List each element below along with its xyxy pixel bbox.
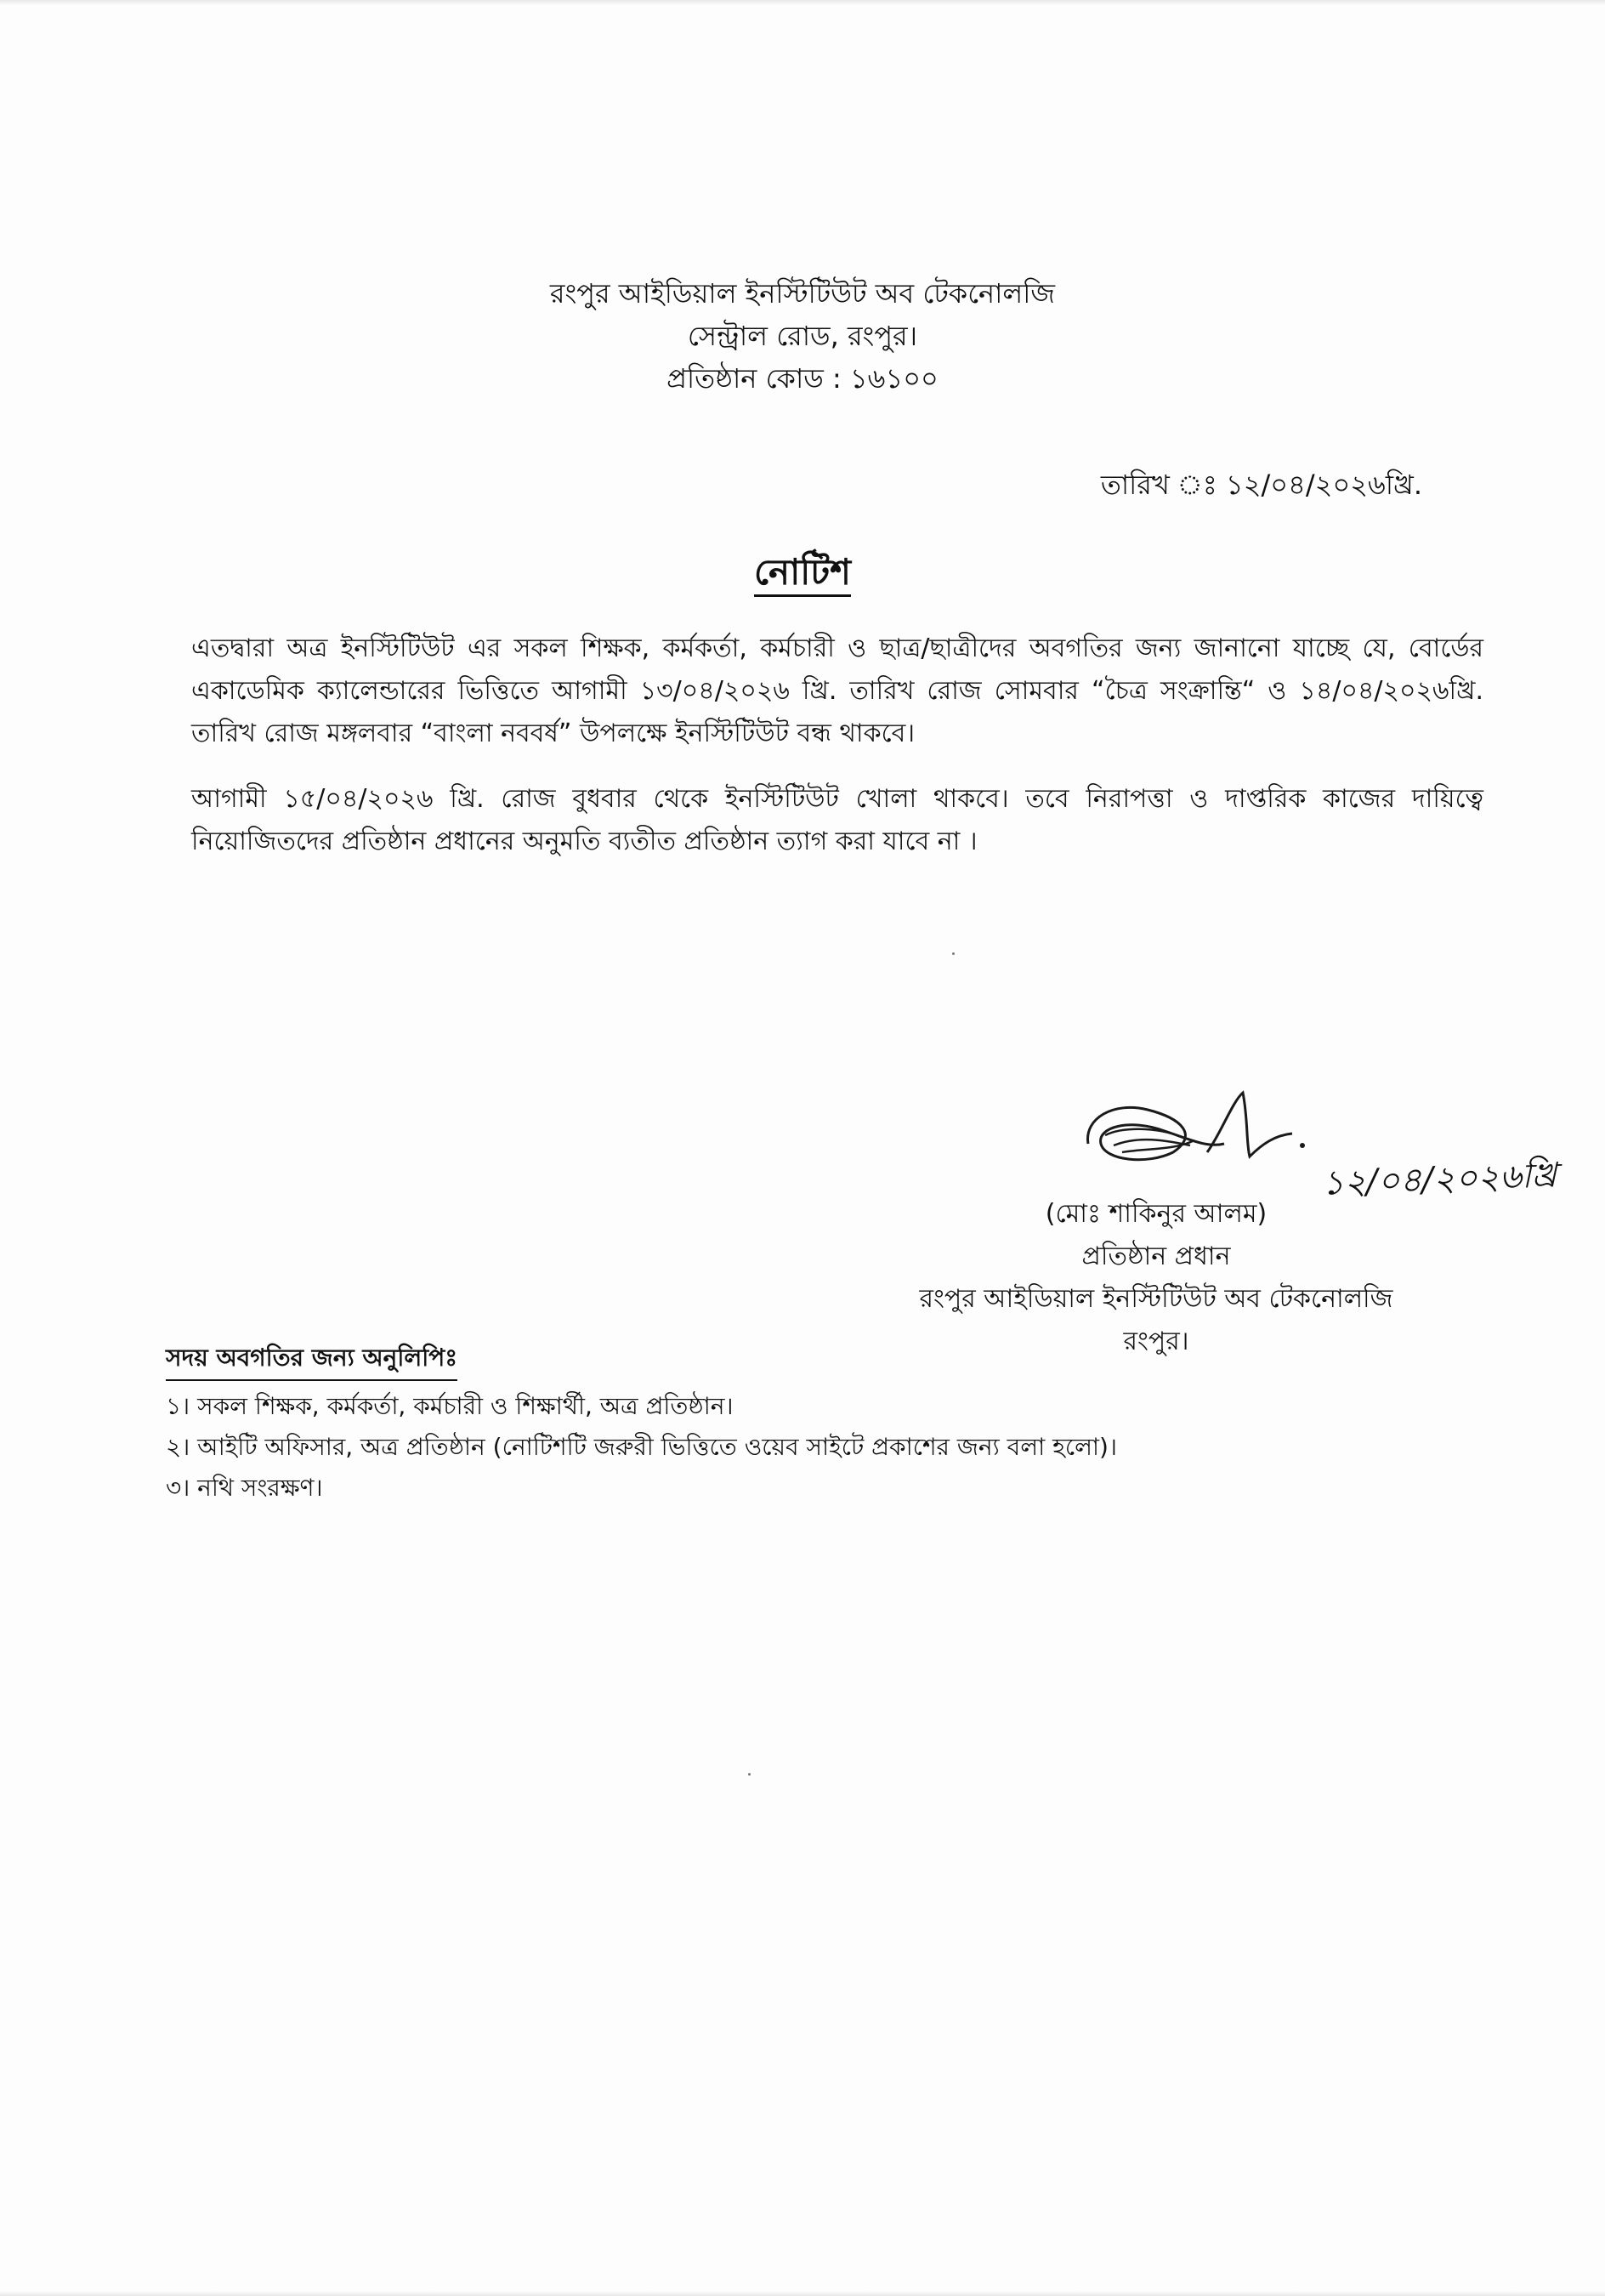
notice-title-wrap	[0, 544, 1605, 605]
signer-name: (মোঃ শাকিনুর আলম)	[1045, 1199, 1268, 1229]
institute-address: সেন্ট্রাল রোড, রংপুর।	[687, 320, 918, 352]
scan-edge-bottom	[0, 2291, 1605, 2296]
notice-paragraph-1: এতদ্বারা অত্র ইনস্টিটিউট এর সকল শিক্ষক, কর্মকর্তা, কর্মচারী ও ছাত্র/ছাত্রীদের অবগতির জন্য জানানো যাচ্ছে যে, বোর্ডের একাডেমিক ক্যালেন্ডারের ভিত্তিতে আগামী ১৩/০৪/২০২৬ খ্রি. তারিখ রোজ সোমবার “চৈত্র সংক্রান্তি“ ও ১৪/০৪/২০২৬খ্রি. তারিখ রোজ মঙ্গলবার “বাংলা নববর্ষ” উপলক্ষে ইনস্টিটিউট বন্ধ থাকবে।	[191, 634, 1483, 748]
letterhead	[0, 272, 1605, 400]
signature-date: ১২/০৪/২০২৬খ্রি	[1321, 1156, 1557, 1203]
signer-city: রংপুর।	[1123, 1327, 1189, 1356]
institute-name: রংপুর আইডিয়াল ইনস্টিটিউট অব টেকনোলজি	[549, 277, 1056, 310]
copies-item: ৩। নথি সংরক্ষণ।	[166, 1474, 323, 1502]
scan-edge-top	[0, 0, 1605, 5]
signer-institute: রংপুর আইডিয়াল ইনস্টিটিউট অব টেকনোলজি	[919, 1284, 1393, 1314]
scan-speck	[748, 1773, 751, 1776]
notice-title: নোটিশ	[754, 551, 851, 597]
notice-date: তারিখ ঃ ১২/০৪/২০২৬খ্রি.	[1100, 469, 1422, 501]
institute-code: প্রতিষ্ঠান কোড : ১৬১০০	[666, 362, 939, 395]
signer-designation: প্রতিষ্ঠান প্রধান	[1081, 1242, 1231, 1271]
scan-speck	[952, 952, 955, 955]
copies-section	[166, 1339, 1483, 1509]
notice-paragraph-2: আগামী ১৫/০৪/২০২৬ খ্রি. রোজ বুধবার থেকে ইনস্টিটিউট খোলা থাকবে। তবে নিরাপত্তা ও দাপ্তরিক কাজের দায়িত্বে নিয়োজিতদের প্রতিষ্ঠান প্রধানের অনুমতি ব্যতীত প্রতিষ্ঠান ত্যাগ করা যাবে না ।	[191, 784, 1483, 856]
copies-item: ২। আইটি অফিসার, অত্র প্রতিষ্ঠান (নোটিশটি জরুরী ভিত্তিতে ওয়েব সাইটে প্রকাশের জন্য বলা হলো)।	[166, 1433, 1117, 1461]
copies-heading: সদয় অবগতির জন্য অনুলিপিঃ	[166, 1339, 457, 1381]
signer-block	[901, 1193, 1411, 1363]
copies-item: ১। সকল শিক্ষক, কর্মকর্তা, কর্মচারী ও শিক্ষার্থী, অত্র প্রতিষ্ঠান।	[166, 1392, 734, 1420]
